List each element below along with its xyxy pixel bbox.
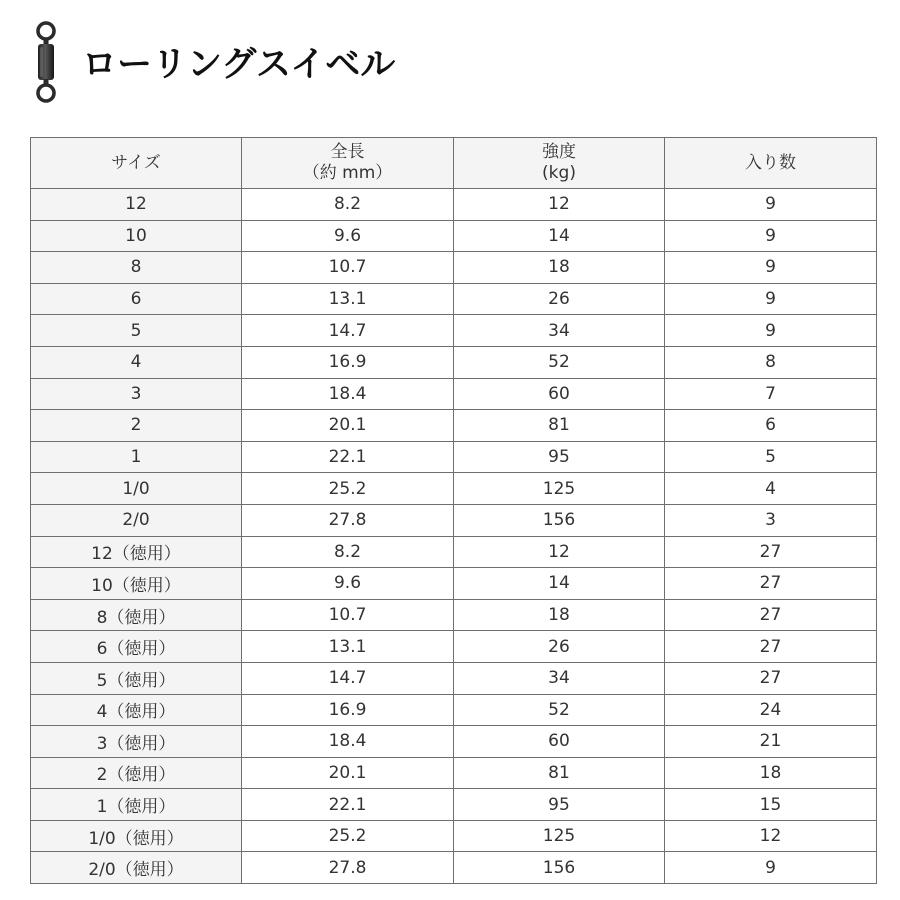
cell-strength: 34	[454, 315, 665, 347]
cell-size: 8（徳用）	[31, 599, 242, 631]
cell-strength: 156	[454, 852, 665, 884]
cell-size: 6	[31, 283, 242, 315]
cell-length: 25.2	[242, 473, 454, 505]
cell-count: 15	[665, 789, 877, 821]
page-title: ローリングスイベル	[82, 45, 396, 85]
cell-length: 10.7	[242, 252, 454, 284]
cell-strength: 156	[454, 504, 665, 536]
cell-strength: 52	[454, 694, 665, 726]
cell-count: 9	[665, 315, 877, 347]
cell-strength: 81	[454, 410, 665, 442]
table-row	[31, 852, 877, 884]
cell-size: 12	[31, 189, 242, 221]
cell-size: 2	[31, 410, 242, 442]
cell-size: 8	[31, 252, 242, 284]
table-row	[31, 599, 877, 631]
cell-length: 22.1	[242, 441, 454, 473]
header-strength: 強度 (kg)	[454, 138, 665, 189]
cell-size: 1（徳用）	[31, 789, 242, 821]
table-row	[31, 568, 877, 600]
table-row	[31, 315, 877, 347]
cell-strength: 125	[454, 473, 665, 505]
cell-count: 8	[665, 346, 877, 378]
cell-size: 1/0	[31, 473, 242, 505]
cell-size: 2/0（徳用）	[31, 852, 242, 884]
spec-table	[30, 137, 877, 884]
cell-size: 3（徳用）	[31, 726, 242, 758]
cell-count: 18	[665, 757, 877, 789]
cell-size: 6（徳用）	[31, 631, 242, 663]
cell-length: 10.7	[242, 599, 454, 631]
cell-length: 13.1	[242, 631, 454, 663]
cell-length: 27.8	[242, 852, 454, 884]
cell-size: 4（徳用）	[31, 694, 242, 726]
cell-length: 14.7	[242, 315, 454, 347]
table-row	[31, 410, 877, 442]
cell-strength: 125	[454, 820, 665, 852]
cell-size: 2/0	[31, 504, 242, 536]
cell-strength: 95	[454, 441, 665, 473]
cell-length: 9.6	[242, 568, 454, 600]
table-row	[31, 220, 877, 252]
cell-length: 20.1	[242, 757, 454, 789]
cell-length: 20.1	[242, 410, 454, 442]
table-row	[31, 189, 877, 221]
cell-strength: 12	[454, 189, 665, 221]
cell-length: 8.2	[242, 189, 454, 221]
cell-strength: 95	[454, 789, 665, 821]
cell-count: 12	[665, 820, 877, 852]
cell-length: 16.9	[242, 694, 454, 726]
cell-length: 18.4	[242, 378, 454, 410]
cell-count: 27	[665, 568, 877, 600]
cell-count: 27	[665, 631, 877, 663]
cell-length: 25.2	[242, 820, 454, 852]
cell-size: 10	[31, 220, 242, 252]
cell-count: 6	[665, 410, 877, 442]
cell-strength: 26	[454, 283, 665, 315]
table-row	[31, 378, 877, 410]
cell-count: 27	[665, 599, 877, 631]
cell-strength: 60	[454, 378, 665, 410]
cell-size: 5	[31, 315, 242, 347]
cell-size: 2（徳用）	[31, 757, 242, 789]
table-row	[31, 473, 877, 505]
table-row	[31, 726, 877, 758]
cell-count: 27	[665, 536, 877, 568]
table-row	[31, 536, 877, 568]
cell-length: 27.8	[242, 504, 454, 536]
cell-count: 4	[665, 473, 877, 505]
cell-count: 9	[665, 852, 877, 884]
header-size: サイズ	[31, 138, 242, 189]
cell-count: 3	[665, 504, 877, 536]
cell-count: 9	[665, 189, 877, 221]
table-row	[31, 252, 877, 284]
table-row	[31, 346, 877, 378]
table-row	[31, 441, 877, 473]
cell-strength: 18	[454, 252, 665, 284]
header-count: 入り数	[665, 138, 877, 189]
table-row	[31, 662, 877, 694]
cell-strength: 14	[454, 568, 665, 600]
cell-count: 9	[665, 252, 877, 284]
cell-size: 5（徳用）	[31, 662, 242, 694]
cell-count: 7	[665, 378, 877, 410]
table-row	[31, 820, 877, 852]
table-row	[31, 631, 877, 663]
header-length: 全長 （約 mm）	[242, 138, 454, 189]
cell-strength: 14	[454, 220, 665, 252]
table-row	[31, 694, 877, 726]
cell-strength: 26	[454, 631, 665, 663]
cell-strength: 52	[454, 346, 665, 378]
cell-count: 21	[665, 726, 877, 758]
cell-size: 1/0（徳用）	[31, 820, 242, 852]
cell-strength: 60	[454, 726, 665, 758]
cell-size: 10（徳用）	[31, 568, 242, 600]
cell-length: 13.1	[242, 283, 454, 315]
cell-strength: 81	[454, 757, 665, 789]
cell-size: 4	[31, 346, 242, 378]
cell-length: 8.2	[242, 536, 454, 568]
cell-count: 5	[665, 441, 877, 473]
cell-size: 1	[31, 441, 242, 473]
cell-length: 14.7	[242, 662, 454, 694]
cell-length: 9.6	[242, 220, 454, 252]
cell-size: 3	[31, 378, 242, 410]
table-header-row	[31, 138, 877, 189]
cell-count: 27	[665, 662, 877, 694]
table-row	[31, 283, 877, 315]
cell-count: 24	[665, 694, 877, 726]
table-row	[31, 757, 877, 789]
table-row	[31, 789, 877, 821]
cell-strength: 12	[454, 536, 665, 568]
cell-length: 22.1	[242, 789, 454, 821]
cell-strength: 18	[454, 599, 665, 631]
cell-count: 9	[665, 220, 877, 252]
cell-strength: 34	[454, 662, 665, 694]
page-header	[28, 20, 395, 104]
cell-count: 9	[665, 283, 877, 315]
swivel-icon	[28, 20, 64, 104]
cell-size: 12（徳用）	[31, 536, 242, 568]
table-row	[31, 504, 877, 536]
cell-length: 16.9	[242, 346, 454, 378]
cell-length: 18.4	[242, 726, 454, 758]
